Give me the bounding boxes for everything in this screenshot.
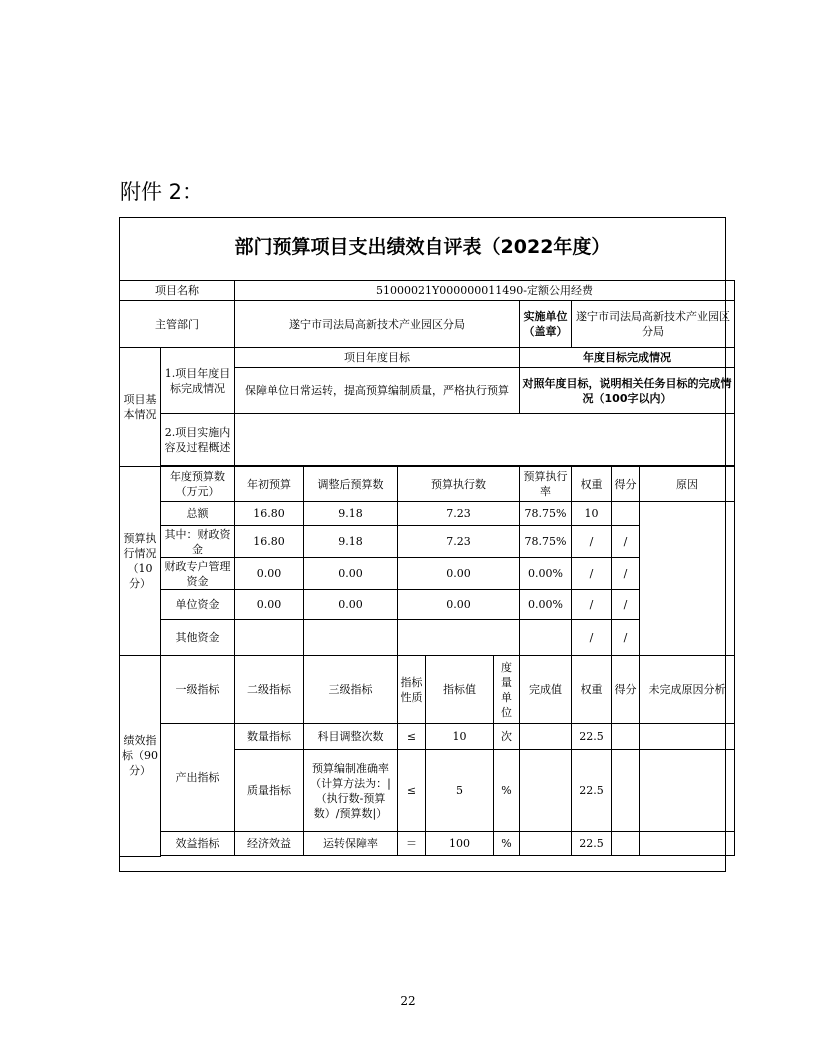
- output-indicator-label: 产出指标: [161, 724, 235, 832]
- impl-unit-label: 实施单位（盖章）: [520, 301, 572, 348]
- budget-weight: 10: [572, 502, 612, 526]
- budget-rate: 78.75%: [520, 502, 572, 526]
- done-col-header: 年度目标完成情况: [520, 348, 735, 368]
- budget-executed: 7.23: [398, 502, 520, 526]
- budget-header: 年初预算: [235, 467, 304, 502]
- dept-value: 遂宁市司法局高新技术产业园区分局: [235, 301, 520, 348]
- perf-unit: %: [494, 832, 520, 856]
- project-name-value: 51000021Y000000011490-定额公用经费: [235, 281, 735, 301]
- perf-header: 权重: [572, 656, 612, 724]
- budget-initial: 0.00: [235, 590, 304, 620]
- budget-row-name: 其中：财政资金: [161, 526, 235, 558]
- perf-nature: ＝: [398, 832, 426, 856]
- content-label: 2.项目实施内容及过程概述: [161, 414, 235, 466]
- budget-row-name: 总额: [161, 502, 235, 526]
- perf-header: 指标值: [426, 656, 494, 724]
- budget-row-name: 单位资金: [161, 590, 235, 620]
- dept-label: 主管部门: [120, 301, 235, 348]
- self-evaluation-table: [119, 280, 735, 857]
- budget-score: /: [612, 526, 640, 558]
- perf-score: [612, 724, 640, 750]
- perf-value: 10: [426, 724, 494, 750]
- budget-initial: 16.80: [235, 502, 304, 526]
- perf-level2: 质量指标: [235, 750, 304, 832]
- budget-score: /: [612, 590, 640, 620]
- done-text: 对照年度目标，说明相关任务目标的完成情况（100字以内）: [520, 368, 735, 414]
- budget-header: 得分: [612, 467, 640, 502]
- budget-rate: 0.00%: [520, 558, 572, 590]
- budget-rate: 78.75%: [520, 526, 572, 558]
- perf-header: 指标性质: [398, 656, 426, 724]
- form-title: 部门预算项目支出绩效自评表（2022年度）: [234, 236, 611, 258]
- budget-adjusted: 9.18: [304, 502, 398, 526]
- perf-unit: 次: [494, 724, 520, 750]
- perf-header: 度量单位: [494, 656, 520, 724]
- budget-header: 调整后预算数: [304, 467, 398, 502]
- perf-level3: 运转保障率: [304, 832, 398, 856]
- perf-reason: [640, 750, 735, 832]
- budget-adjusted: 0.00: [304, 590, 398, 620]
- budget-header: 预算执行数: [398, 467, 520, 502]
- perf-score: [612, 832, 640, 856]
- perf-value: 5: [426, 750, 494, 832]
- perf-actual: [520, 724, 572, 750]
- perf-header: 二级指标: [235, 656, 304, 724]
- impl-unit-value: 遂宁市司法局高新技术产业园区分局: [572, 301, 735, 348]
- perf-reason: [640, 832, 735, 856]
- perf-value: 100: [426, 832, 494, 856]
- budget-weight: /: [572, 558, 612, 590]
- perf-level3: 预算编制准确率（计算方法为：|（执行数-预算数）/预算数|）: [304, 750, 398, 832]
- perf-score: [612, 750, 640, 832]
- perf-header: 三级指标: [304, 656, 398, 724]
- perf-section-label: 绩效指标（90分）: [120, 656, 161, 857]
- perf-header: 完成值: [520, 656, 572, 724]
- perf-weight: 22.5: [572, 832, 612, 856]
- budget-row-name: 财政专户管理资金: [161, 558, 235, 590]
- benefit-indicator-label: 效益指标: [161, 832, 235, 856]
- budget-executed: 0.00: [398, 590, 520, 620]
- budget-executed: [398, 620, 520, 656]
- budget-header: 权重: [572, 467, 612, 502]
- goal-text: 保障单位日常运转，提高预算编制质量，严格执行预算: [235, 368, 520, 414]
- budget-adjusted: [304, 620, 398, 656]
- budget-header: 年度预算数（万元）: [161, 467, 235, 502]
- budget-executed: 7.23: [398, 526, 520, 558]
- perf-header: 得分: [612, 656, 640, 724]
- goal-col-header: 项目年度目标: [235, 348, 520, 368]
- project-name-label: 项目名称: [120, 281, 235, 301]
- budget-initial: 16.80: [235, 526, 304, 558]
- budget-score: [612, 502, 640, 526]
- perf-header: 未完成原因分析: [640, 656, 735, 724]
- perf-reason: [640, 724, 735, 750]
- budget-score: /: [612, 620, 640, 656]
- budget-adjusted: 0.00: [304, 558, 398, 590]
- budget-weight: /: [572, 590, 612, 620]
- budget-initial: 0.00: [235, 558, 304, 590]
- perf-weight: 22.5: [572, 724, 612, 750]
- budget-rate: 0.00%: [520, 590, 572, 620]
- perf-actual: [520, 832, 572, 856]
- budget-header: 原因: [640, 467, 735, 502]
- budget-executed: 0.00: [398, 558, 520, 590]
- budget-section-label: 预算执行情况（10分）: [120, 467, 161, 656]
- budget-initial: [235, 620, 304, 656]
- perf-unit: %: [494, 750, 520, 832]
- budget-weight: /: [572, 620, 612, 656]
- budget-row-name: 其他资金: [161, 620, 235, 656]
- budget-score: /: [612, 558, 640, 590]
- perf-weight: 22.5: [572, 750, 612, 832]
- perf-level2: 数量指标: [235, 724, 304, 750]
- budget-weight: /: [572, 526, 612, 558]
- budget-reason: [640, 502, 735, 656]
- budget-rate: [520, 620, 572, 656]
- perf-level3: 科目调整次数: [304, 724, 398, 750]
- perf-actual: [520, 750, 572, 832]
- attachment-label: 附件 2：: [120, 180, 204, 204]
- budget-adjusted: 9.18: [304, 526, 398, 558]
- page-number: 22: [400, 994, 416, 1008]
- perf-nature: ≤: [398, 750, 426, 832]
- perf-nature: ≤: [398, 724, 426, 750]
- basic-section-label: 项目基本情况: [120, 348, 161, 467]
- perf-level2: 经济效益: [235, 832, 304, 856]
- budget-header: 预算执行率: [520, 467, 572, 502]
- goal-label: 1.项目年度目标完成情况: [161, 348, 235, 414]
- content-text: [235, 414, 735, 466]
- perf-header: 一级指标: [161, 656, 235, 724]
